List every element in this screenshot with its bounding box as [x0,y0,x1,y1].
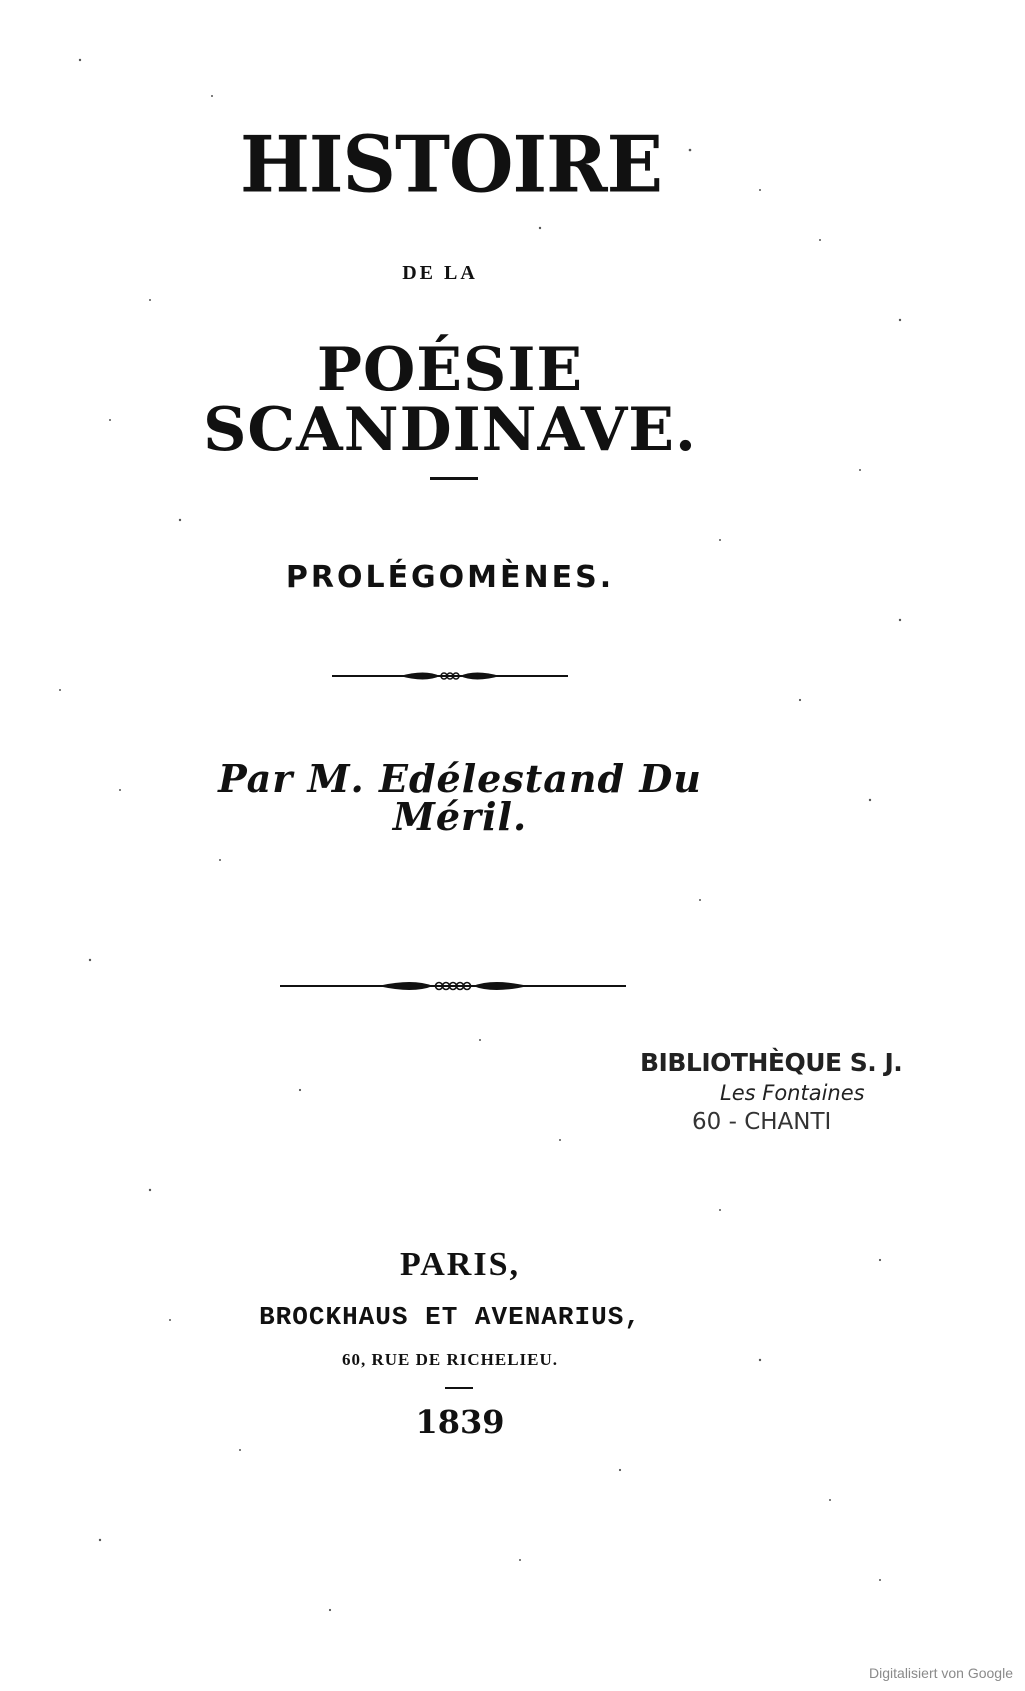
stamp-line3: 60 - CHANTI [692,1109,832,1135]
stamp-line2: Les Fontaines [720,1081,865,1105]
short-rule [430,477,478,480]
ornament-divider-1 [330,666,570,686]
title-main: HISTOIRE [240,119,663,211]
author-line: Par M. Edélestand Du Méril. [218,756,702,839]
digitized-notice: Digitalisiert von Google [869,1665,1013,1681]
ornament-divider-2 [278,975,628,997]
title-connector: DE LA [402,262,478,284]
subtitle: PROLÉGOMÈNES. [285,560,615,595]
tiny-rule [445,1387,473,1389]
publication-year: 1839 [415,1403,505,1441]
library-stamp [640,1048,940,1135]
publisher-address: 60, RUE DE RICHELIEU. [341,1350,559,1369]
publisher-name: BROCKHAUS ET AVENARIUS, [259,1302,641,1332]
title-line2: POÉSIE SCANDINAVE. [203,335,697,465]
publisher-city: PARIS, [400,1246,520,1283]
stamp-line1: BIBLIOTHÈQUE S. J. [640,1048,903,1077]
